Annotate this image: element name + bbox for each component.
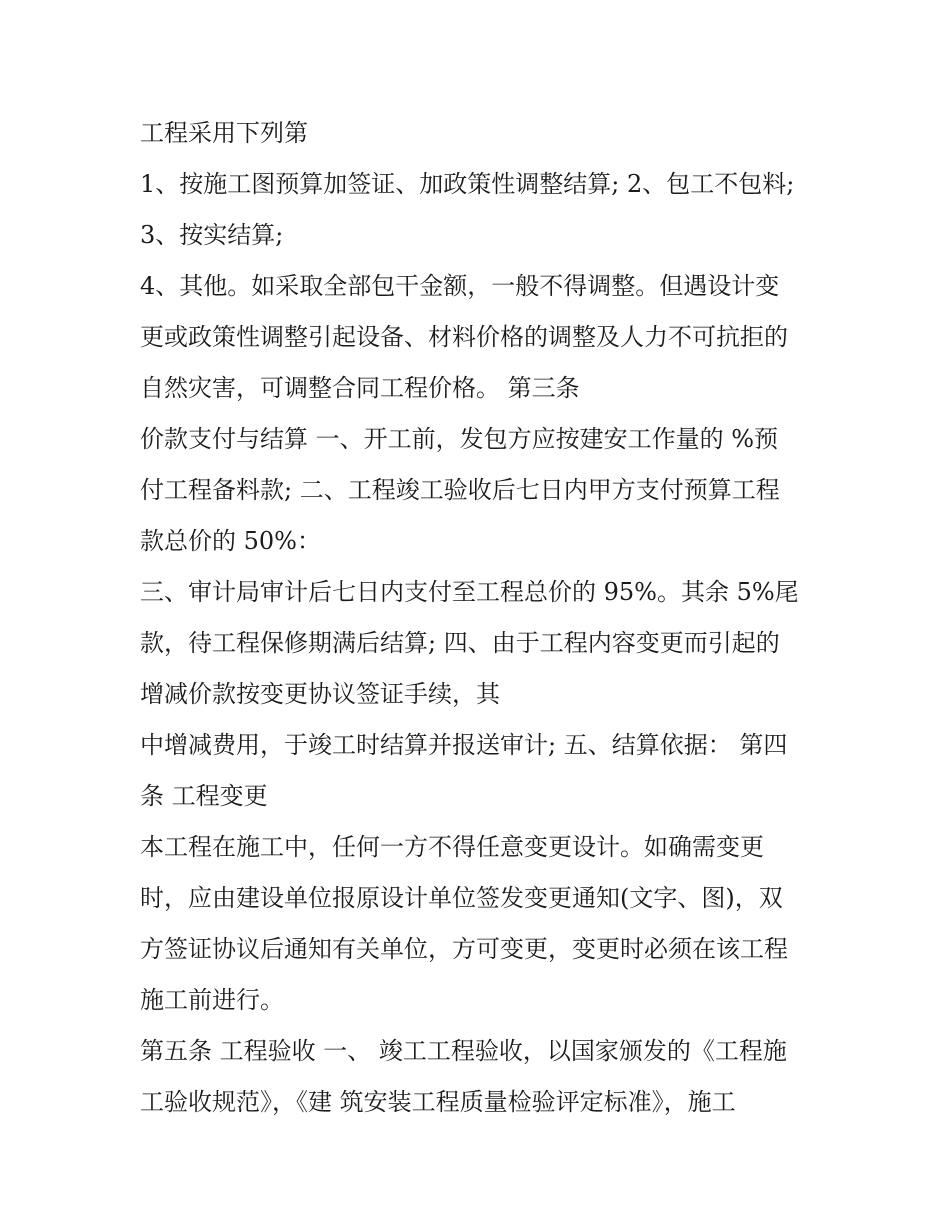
text-line: 方签证协议后通知有关单位，方可变更，变更时必须在该工程 [140, 935, 788, 963]
text-line: 自然灾害，可调整合同工程价格。 第三条 [140, 374, 580, 402]
text-line: 付工程备料款; 二、工程竣工验收后七日内甲方支付预算工程 [140, 476, 780, 504]
text-line: 更或政策性调整引起设备、材料价格的调整及人力不可抗拒的 [140, 323, 788, 351]
text-line: 3、按实结算; [140, 221, 284, 249]
text-line: 工程采用下列第 [140, 119, 308, 147]
text-line: 时，应由建设单位报原设计单位签发变更通知(文字、图)，双 [140, 884, 783, 912]
text-line: 1、按施工图预算加签证、加政策性调整结算; 2、包工不包料; [140, 170, 795, 198]
text-line: 4、其他。如采取全部包干金额，一般不得调整。但遇设计变 [140, 272, 780, 300]
text-line: 三、审计局审计后七日内支付至工程总价的 95%。其余 5%尾 [140, 578, 799, 606]
text-line: 中增减费用，于竣工时结算并报送审计; 五、结算依据： 第四 [140, 731, 788, 759]
text-line: 本工程在施工中，任何一方不得任意变更设计。如确需变更 [140, 833, 764, 861]
text-line: 款总价的 50%： [140, 527, 321, 555]
text-line: 条 工程变更 [140, 782, 268, 810]
text-line: 增减价款按变更协议签证手续，其 [140, 680, 500, 708]
document-body [140, 108, 830, 1128]
text-line: 价款支付与结算 一、开工前，发包方应按建安工作量的 %预 [140, 425, 779, 453]
text-line: 第五条 工程验收 一、 竣工工程验收，以国家颁发的《工程施 [140, 1037, 787, 1065]
text-line: 施工前进行。 [140, 986, 284, 1014]
text-line: 款，待工程保修期满后结算; 四、由于工程内容变更而引起的 [140, 629, 780, 657]
text-line: 工验收规范》，《建 筑安装工程质量检验评定标准》，施工 [140, 1088, 736, 1116]
